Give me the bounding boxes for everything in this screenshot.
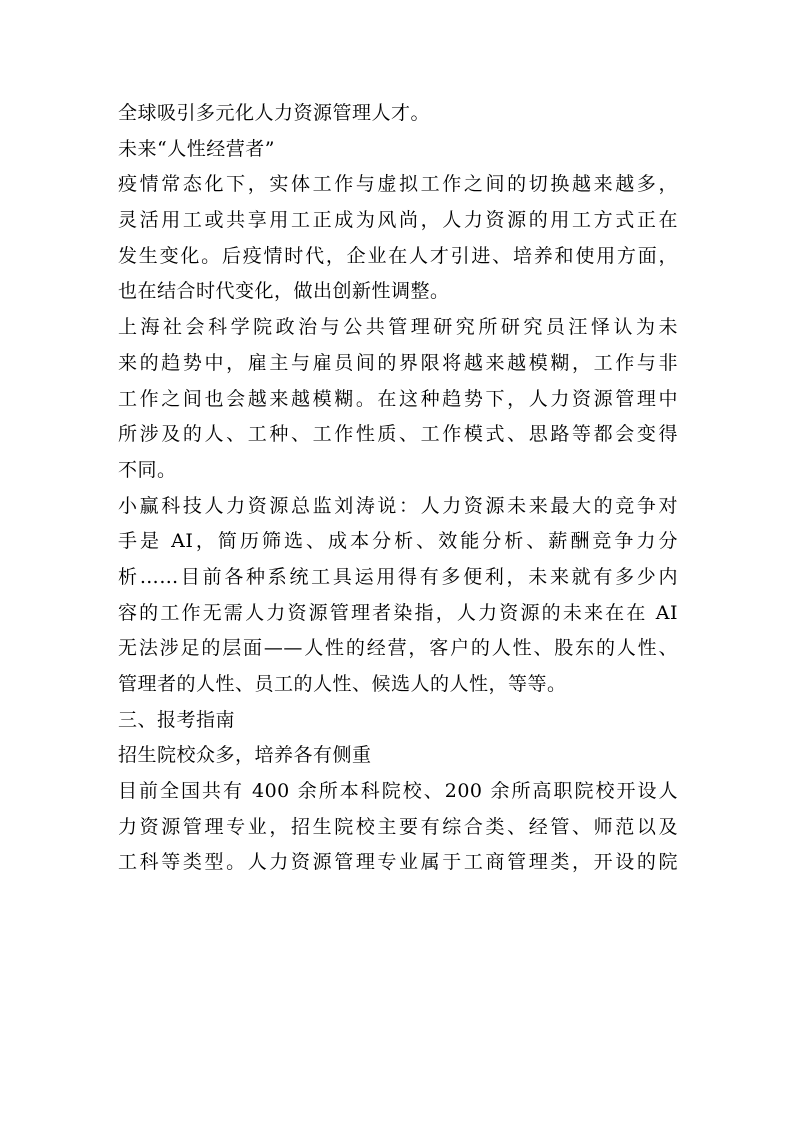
text-line: 来的趋势中，雇主与雇员间的界限将越来越模糊，工作与非: [118, 351, 678, 374]
text-line: 发生变化。后疫情时代，企业在人才引进、培养和使用方面，: [118, 244, 678, 267]
text-line: 不同。: [118, 458, 177, 481]
text-line: 也在结合时代变化，做出创新性调整。: [118, 280, 450, 303]
text-line: 全球吸引多元化人力资源管理人才。: [118, 102, 431, 124]
text-line: 目前全国共有 400 余所本科院校、200 余所高职院校开设人: [118, 780, 678, 803]
text-line: 手是 AI，简历筛选、成本分析、效能分析、薪酬竞争力分: [118, 530, 678, 553]
text-line: 疫情常态化下，实体工作与虚拟工作之间的切换越来越多，: [118, 173, 678, 196]
section-heading: 未来“人性经营者”: [118, 137, 275, 160]
text-line: 工科等类型。人力资源管理专业属于工商管理类，开设的院: [118, 851, 678, 874]
text-line: 管理者的人性、员工的人性、候选人的人性，等等。: [118, 673, 567, 695]
text-line: 析……目前各种系统工具运用得有多便利，未来就有多少内: [118, 565, 678, 588]
document-body: [118, 96, 678, 881]
text-line: 工作之间也会越来越模糊。在这种趋势下，人力资源管理中: [118, 387, 678, 410]
text-line: 所涉及的人、工种、工作性质、工作模式、思路等都会变得: [118, 423, 678, 446]
text-line: 灵活用工或共享用工正成为风尚，人力资源的用工方式正在: [118, 209, 678, 232]
text-line: 上海社会科学院政治与公共管理研究所研究员汪怿认为未: [118, 316, 678, 339]
text-line: 小赢科技人力资源总监刘涛说：人力资源未来最大的竞争对: [118, 494, 678, 517]
text-line: 无法涉足的层面——人性的经营，客户的人性、股东的人性、: [118, 637, 678, 660]
text-line: 力资源管理专业，招生院校主要有综合类、经管、师范以及: [118, 815, 678, 838]
section-heading: 三、报考指南: [118, 708, 236, 731]
text-line: 容的工作无需人力资源管理者染指，人力资源的未来在在 AI: [118, 601, 678, 624]
section-subheading: 招生院校众多，培养各有侧重: [118, 744, 372, 767]
